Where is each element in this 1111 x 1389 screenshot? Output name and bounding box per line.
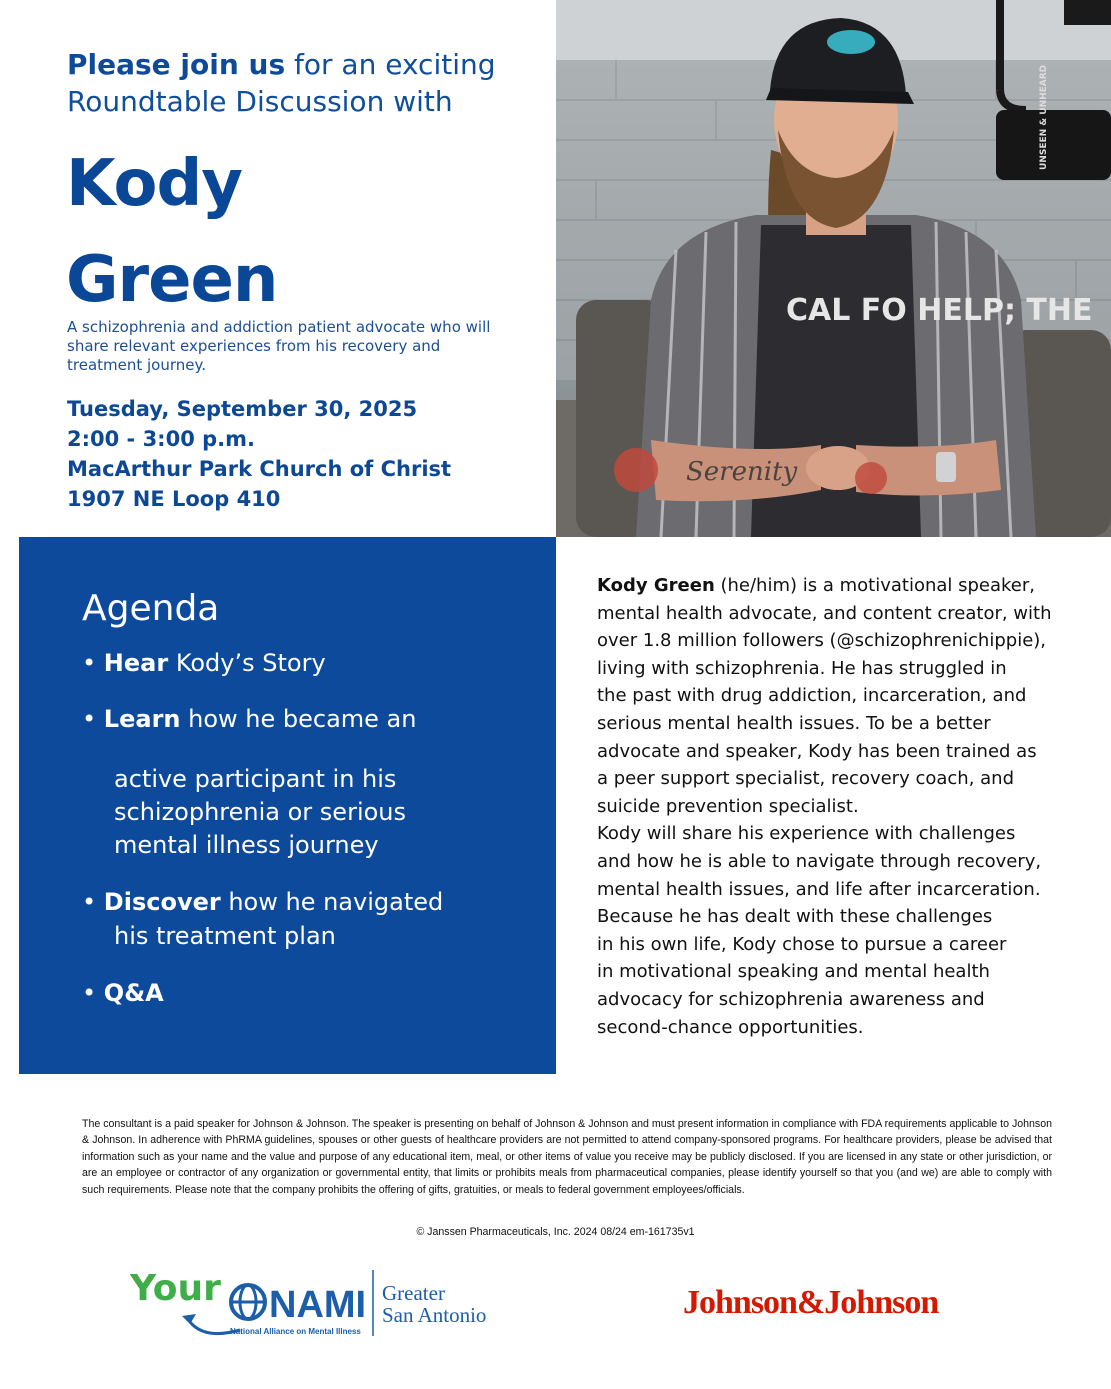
agenda-item-hear bbox=[82, 647, 502, 680]
speaker-name bbox=[66, 136, 277, 328]
agenda-item-text: how he became an bbox=[180, 705, 417, 733]
speaker-photo-illustration bbox=[556, 0, 1111, 537]
agenda-item-discover-continued: his treatment plan bbox=[114, 922, 336, 950]
agenda-bullet: • bbox=[82, 649, 104, 677]
bio-line: advocate and speaker, Kody has been trained as bbox=[597, 740, 1037, 762]
agenda-title: Agenda bbox=[82, 588, 220, 629]
legal-disclaimer: The consultant is a paid speaker for Johnson & Johnson. The speaker is presenting on behalf of Johnson & Johnson and must present information in compliance with FDA requirements applicable to Johnson & Johnson. In adherence with PhRMA guidelines, spouses or other guests of healthcare providers are not permitted to attend company-sponsored programs. For healthcare providers, please be advised that information such as your name and the value and purpose of any educational item, meal, or other items of value you receive may be publicly disclosed. If you are licensed in any state or other jurisdiction, or are an employee or contractor of any organization or governmental entity, that limits or prohibits meals from pharmaceutical companies, please identify yourself so that you (and we) are able to comply with such requirements. Please note that the company prohibits the offering of gifts, gratuities, or meals to federal government employees/officials. bbox=[82, 1118, 1052, 1196]
nami-arrowhead-icon bbox=[182, 1314, 196, 1324]
agenda-item-keyword: Hear bbox=[103, 649, 169, 677]
bio-line: serious mental health issues. To be a better bbox=[597, 712, 991, 734]
bio-line: Kody will share his experience with challenges bbox=[597, 823, 1016, 845]
agenda-panel bbox=[19, 537, 556, 1074]
bio-name: Kody Green bbox=[597, 575, 715, 596]
speaker-first-name: Kody bbox=[66, 147, 242, 221]
agenda-continued-line: active participant in his bbox=[114, 765, 397, 793]
nami-logo bbox=[130, 1262, 530, 1342]
bio-line: Because he has dealt with these challenges bbox=[597, 906, 993, 928]
intro-line-2: Roundtable Discussion with bbox=[67, 85, 453, 118]
bio-line: a peer support specialist, recovery coach, and bbox=[597, 768, 1015, 790]
bio-line: the past with drug addiction, incarceration, and bbox=[597, 685, 1027, 707]
bio-line: over 1.8 million followers (@schizophrenichippie), bbox=[597, 630, 1047, 652]
intro-text: for an exciting bbox=[285, 48, 496, 81]
bio-line: mental health advocate, and content creator, with bbox=[597, 602, 1052, 624]
nami-full-name: National Alliance on Mental Illness bbox=[230, 1327, 361, 1336]
event-details bbox=[67, 394, 451, 514]
arm-tattoo: Serenity bbox=[686, 457, 798, 487]
bio-line: and how he is able to navigate through recovery, bbox=[597, 850, 1042, 872]
event-address: 1907 NE Loop 410 bbox=[67, 487, 281, 511]
agenda-bullet: • bbox=[82, 705, 104, 733]
nami-globe-icon bbox=[231, 1285, 265, 1319]
nami-your-text: Your bbox=[130, 1268, 221, 1309]
agenda-item-qa bbox=[82, 977, 502, 1010]
speaker-last-name: Green bbox=[66, 243, 278, 317]
nami-chapter-line-1: Greater bbox=[382, 1281, 445, 1305]
bio-line: (he/him) is a motivational speaker, bbox=[714, 575, 1036, 596]
bio-line: in his own life, Kody chose to pursue a career bbox=[597, 933, 1007, 955]
speaker-bio bbox=[597, 572, 1067, 1041]
bio-line: second-chance opportunities. bbox=[597, 1016, 864, 1038]
bio-line: living with schizophrenia. He has struggled in bbox=[597, 657, 1007, 679]
agenda-item-discover bbox=[82, 886, 502, 919]
event-date: Tuesday, September 30, 2025 bbox=[67, 397, 418, 421]
agenda-bullet: • bbox=[82, 888, 104, 916]
speaker-photo bbox=[556, 0, 1111, 537]
agenda-continued-line: schizophrenia or serious bbox=[114, 798, 407, 826]
bio-line: mental health issues, and life after incarceration. bbox=[597, 878, 1041, 900]
intro-emphasis: Please join us bbox=[67, 48, 286, 81]
nami-name-text: NAMI bbox=[269, 1284, 367, 1326]
agenda-item-keyword: Q&A bbox=[103, 979, 164, 1007]
event-venue: MacArthur Park Church of Christ bbox=[67, 457, 452, 481]
nami-logo-graphic bbox=[130, 1262, 530, 1342]
agenda-item-keyword: Learn bbox=[103, 705, 181, 733]
bio-line: advocacy for schizophrenia awareness and bbox=[597, 988, 985, 1010]
bio-line: in motivational speaking and mental health bbox=[597, 961, 990, 983]
agenda-item-keyword: Discover bbox=[103, 888, 221, 916]
agenda-item-text: Kody’s Story bbox=[168, 649, 326, 677]
invitation-intro bbox=[67, 46, 537, 120]
speaker-tagline: A schizophrenia and addiction patient advocate who will share relevant experiences from his recovery and treatment journey. bbox=[67, 318, 491, 374]
nami-chapter-line-2: San Antonio bbox=[382, 1303, 487, 1327]
johnson-and-johnson-logo: Johnson&Johnson bbox=[683, 1284, 939, 1321]
event-time: 2:00 - 3:00 p.m. bbox=[67, 427, 255, 451]
shirt-print: CAL FO HELP; THE bbox=[786, 293, 1093, 328]
agenda-bullet: • bbox=[82, 979, 104, 1007]
agenda-continued-line: mental illness journey bbox=[114, 831, 379, 859]
copyright-notice: © Janssen Pharmaceuticals, Inc. 2024 08/24 em-161735v1 bbox=[416, 1226, 695, 1238]
agenda-item-text: how he navigated bbox=[220, 888, 444, 916]
mic-label: UNSEEN & UNHEARD bbox=[1039, 64, 1049, 170]
bio-line: suicide prevention specialist. bbox=[597, 795, 859, 817]
agenda-item-learn bbox=[82, 703, 502, 736]
agenda-item-learn-continued bbox=[114, 763, 504, 862]
